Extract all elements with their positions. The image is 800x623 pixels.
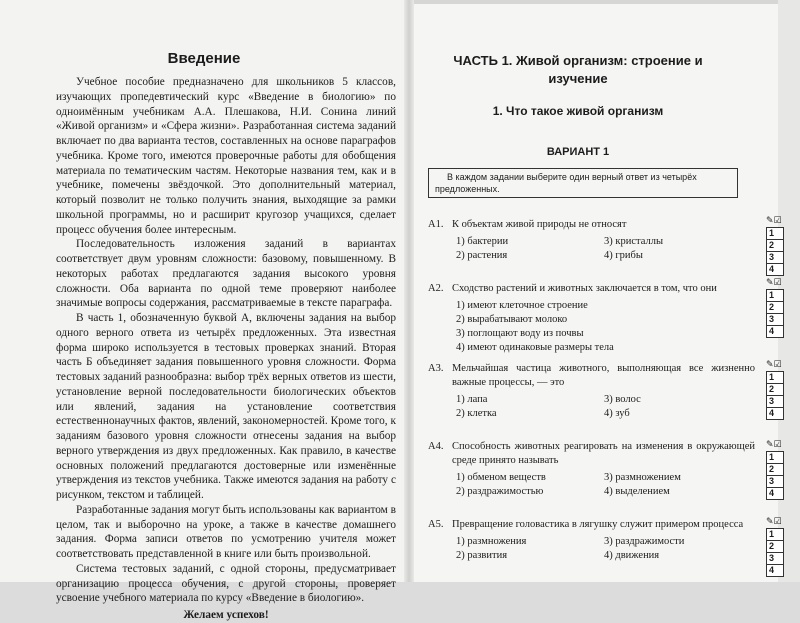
answer-option: 1) размножения xyxy=(456,536,527,547)
answer-option: 4) имеют одинаковые размеры тела xyxy=(456,342,614,353)
answer-option: 3) волос xyxy=(604,394,641,405)
answer-option: 3) раздражимости xyxy=(604,536,685,547)
book-gutter xyxy=(404,0,414,582)
question-text: Превращение головастика в лягушку служит примером процесса xyxy=(452,519,744,530)
answer-cell[interactable]: 4 xyxy=(769,408,775,418)
part-title: ЧАСТЬ 1. Живой организм: строение и изучение xyxy=(453,53,703,86)
question-number: А2. xyxy=(428,283,444,294)
answer-cell[interactable]: 4 xyxy=(769,264,775,274)
intro-paragraph: Последовательность изложения заданий в вариантах соответствует двум уровням сложности: базовому, повышенному. В некоторых работах предлагаются задания высокого уровня сложности. Оба варианта по одной теме проверяют наиболее значимые вопросы содержания, рассматриваемые в тексте параграфа. xyxy=(56,238,396,310)
page-top-edge xyxy=(410,0,800,4)
question-text: Способность животных реагировать на изменения в окружающей среде принято называть xyxy=(452,441,755,466)
answer-option: 2) раздражимостью xyxy=(456,486,544,497)
answer-cell[interactable]: 3 xyxy=(767,396,783,408)
pencil-check-icon: ✎☑ xyxy=(766,216,782,226)
question-5 xyxy=(428,518,755,563)
question-text: Мельчайшая частица животного, выполняющая все жизненно важные процессы, — это xyxy=(452,363,755,388)
answer-cell[interactable]: 2 xyxy=(767,384,783,396)
question-number: А1. xyxy=(428,219,444,230)
section-title: 1. Что такое живой организм xyxy=(492,104,664,118)
intro-paragraph: В часть 1, обозначенную буквой А, включены задания на выбор одного верного ответа из четырёх предложенных. Эта известная форма широко используется в тестовых проверках знаний. Вторая часть Б объединяет задания повышенного уровня сложности. Форма тестовых заданий разнообразна: выбор трёх верных ответов из шести, установление верной последовательности биологических объектов или явлений, задания на установление соответствия естественнонаучных фактов, явлений, закономерностей. Кроме того, к заданиям базового уровня сложности отнесены задания на выбор верного утверждения из двух предложенных. Как правило, в качестве основных положений предлагаются достоверные или изменённые утверждения из текстов учебника. Также имеются задания на работу с рисунком, текстом и таблицей. xyxy=(56,312,396,501)
intro-body xyxy=(56,75,396,623)
answer-option: 2) клетка xyxy=(456,408,497,419)
answer-cell[interactable]: 4 xyxy=(769,488,775,498)
answer-cell[interactable]: 3 xyxy=(767,476,783,488)
answer-cell[interactable]: 1 xyxy=(767,290,783,302)
question-1 xyxy=(428,218,755,263)
question-number: А3. xyxy=(428,363,444,374)
answer-cell[interactable]: 2 xyxy=(767,541,783,553)
answer-option: 4) выделением xyxy=(604,486,670,497)
answer-cell[interactable]: 4 xyxy=(769,565,775,575)
answer-cell[interactable]: 1 xyxy=(767,452,783,464)
pencil-check-icon: ✎☑ xyxy=(766,440,782,450)
closing-wish: Желаем успехов! xyxy=(183,609,269,621)
answer-option: 2) развития xyxy=(456,550,508,561)
intro-title: Введение xyxy=(167,50,241,67)
answer-grid xyxy=(766,278,784,338)
instruction-box: В каждом задании выберите один верный ответ из четырёх предложенных. xyxy=(428,168,738,198)
answer-grid xyxy=(766,216,784,276)
question-number: А4. xyxy=(428,441,444,452)
answer-cell[interactable]: 2 xyxy=(767,302,783,314)
answer-option: 1) бактерии xyxy=(456,236,509,247)
answer-cell[interactable]: 1 xyxy=(767,228,783,240)
question-3 xyxy=(428,362,755,421)
answer-option: 4) зуб xyxy=(604,408,630,419)
answer-cell[interactable]: 2 xyxy=(767,464,783,476)
intro-paragraph: Система тестовых заданий, с одной стороны, предусматривает организацию процесса обучения, с другой стороны, проверяет усвоение учебного материала по курсу «Введение в биологию». xyxy=(56,562,396,605)
answer-option: 1) лапа xyxy=(456,394,488,405)
pencil-check-icon: ✎☑ xyxy=(766,517,782,527)
answer-cell[interactable]: 1 xyxy=(767,529,783,541)
answer-option: 1) имеют клеточное строение xyxy=(456,300,588,311)
answer-cell[interactable]: 3 xyxy=(767,252,783,264)
answer-grid xyxy=(766,360,784,420)
answer-option: 3) кристаллы xyxy=(604,236,664,247)
answer-option: 4) движения xyxy=(604,550,660,561)
variant-title: ВАРИАНТ 1 xyxy=(546,146,610,158)
answer-option: 2) вырабатывают молоко xyxy=(456,314,568,325)
intro-paragraph: Разработанные задания могут быть использованы как вариантом в целом, так и выборочно на уроке, а также в качестве домашнего задания. Форма записи ответов по усмотрению учителя может соответствовать представленной в книге или быть произвольной. xyxy=(56,503,396,560)
answer-option: 4) грибы xyxy=(604,250,643,261)
answer-cell[interactable]: 1 xyxy=(767,372,783,384)
answer-grid xyxy=(766,517,784,577)
answer-option: 1) обменом веществ xyxy=(456,472,546,483)
question-2 xyxy=(428,282,755,355)
question-number: А5. xyxy=(428,519,444,530)
answer-option: 3) размножением xyxy=(604,472,681,483)
pencil-check-icon: ✎☑ xyxy=(766,360,782,370)
question-4 xyxy=(428,440,755,499)
pencil-check-icon: ✎☑ xyxy=(766,278,782,288)
intro-paragraph: Учебное пособие предназначено для школьников 5 классов, изучающих пропедевтический курс «Введение в биологию» по одноимённым учебникам А.А. Плешакова, Н.И. Сонина линий «Живой организм» и «Сфера жизни». Разработанная система заданий включает по два варианта тестов, составленных на основе параграфов учебника. Кроме того, имеются проверочные работы для обобщения материала по тематическим частям. Некоторые названия тем, как и в учебнике, помечены звёздочкой. Это дополнительный материал, который позволит не только получить знания, выходящие за рамки школьной программы, но и расширит кругозор учащихся, сделает процесс обучения более интересным. xyxy=(56,76,396,236)
answer-cell[interactable]: 2 xyxy=(767,240,783,252)
answer-option: 2) растения xyxy=(456,250,508,261)
answer-cell[interactable]: 3 xyxy=(767,553,783,565)
question-text: К объектам живой природы не относят xyxy=(452,219,627,230)
answer-option: 3) поглощают воду из почвы xyxy=(456,328,584,339)
answer-cell[interactable]: 4 xyxy=(769,326,775,336)
question-text: Сходство растений и животных заключается в том, что они xyxy=(452,283,717,294)
answer-cell[interactable]: 3 xyxy=(767,314,783,326)
answer-grid xyxy=(766,440,784,500)
